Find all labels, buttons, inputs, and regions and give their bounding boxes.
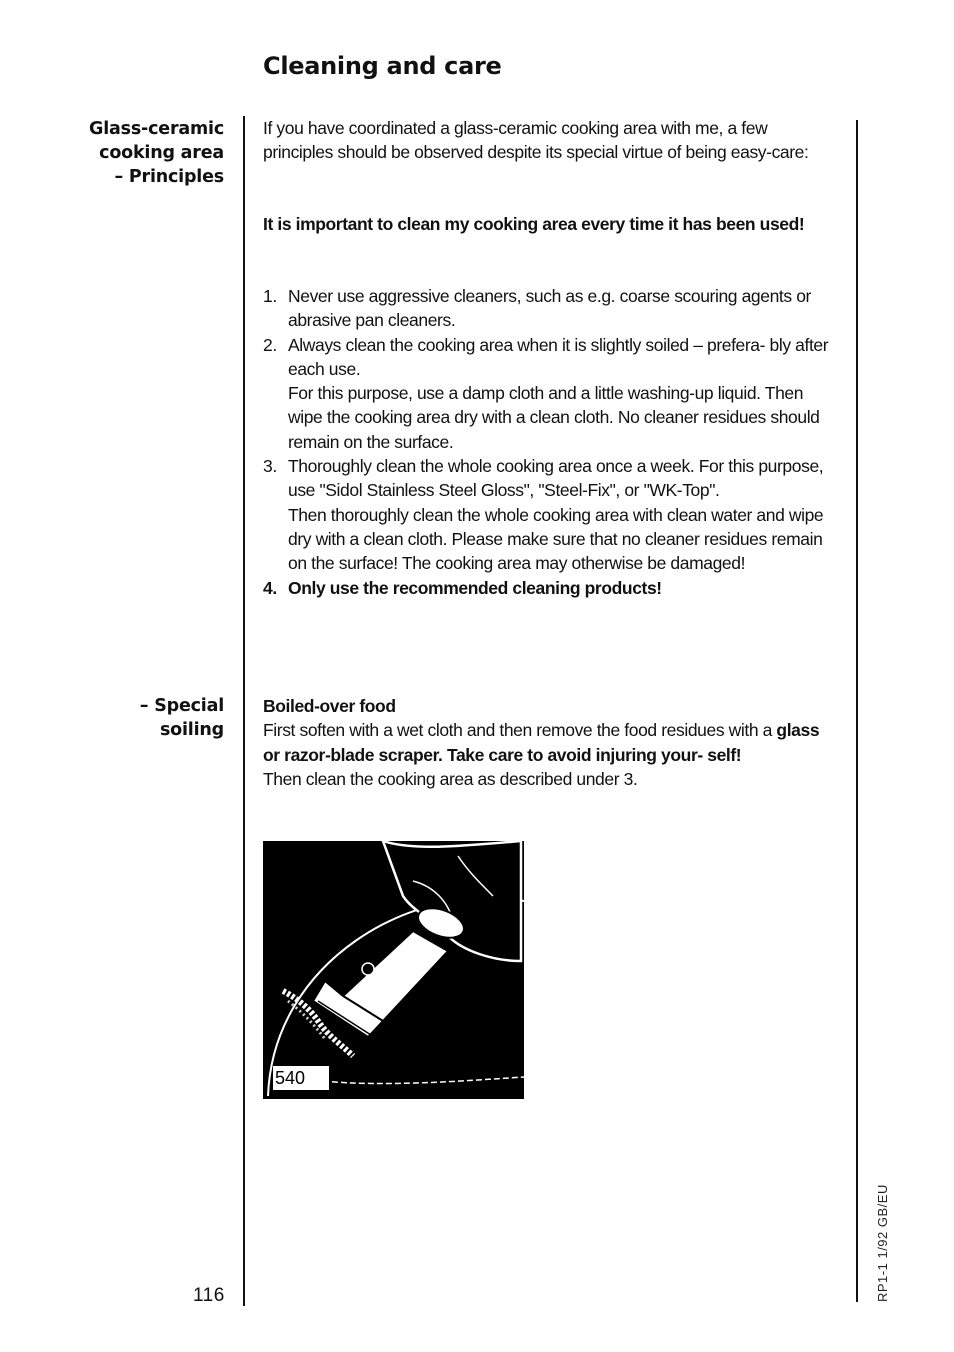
figure-label: 540 <box>273 1066 329 1090</box>
special-text: First soften with a wet cloth and then remove the food residues with a <box>263 720 772 741</box>
principles-list <box>263 284 837 600</box>
list-number: 3. <box>263 456 277 477</box>
special-warning: glass or razor-blade scraper. Take care to avoid injuring your- self! <box>263 720 820 765</box>
special-paragraph <box>263 718 837 767</box>
list-number: 2. <box>263 334 277 355</box>
sidebar-heading-line: soiling <box>159 720 224 740</box>
list-number: 1. <box>263 286 277 306</box>
special-soiling-section <box>263 694 837 791</box>
list-item <box>263 333 837 454</box>
subheading-boiled-over: Boiled-over food <box>263 696 396 716</box>
intro-paragraph: If you have coordinated a glass-ceramic cooking area with me, a few principles should be observed despite its special virtue of being easy-care: <box>263 118 809 163</box>
list-paragraph: Then thoroughly clean the whole cooking area with clean water and wipe dry with a clean cloth. Please make sure that no cleaner residues remain on the surface! The cooking area may otherwise be damaged! <box>288 504 824 574</box>
list-number: 4. <box>263 577 277 598</box>
important-notice: It is important to clean my cooking area every time it has been used! <box>263 214 805 234</box>
list-item <box>263 284 837 333</box>
list-paragraph: Always clean the cooking area when it is slightly soiled – prefera- bly after each use. <box>288 334 829 379</box>
special-followup: Then clean the cooking area as described under 3. <box>263 768 638 789</box>
sidebar-heading-line: Glass-ceramic <box>89 119 224 139</box>
document-code: RP1-1 1/92 GB/EU <box>875 1184 890 1302</box>
page-title: Cleaning and care <box>263 52 502 80</box>
sidebar-heading-line: cooking area <box>99 143 224 163</box>
list-paragraph: Thoroughly clean the whole cooking area once a week. For this purpose, use "Sidol Stainless Steel Gloss", "Steel-Fix", or "WK-Top". <box>288 456 824 501</box>
list-paragraph: Never use aggressive cleaners, such as e.g. coarse scouring agents or abrasive pan cleaners. <box>288 286 811 331</box>
scraper-drawing <box>263 841 524 1099</box>
page-number: 116 <box>193 1285 225 1306</box>
left-margin-rule <box>243 116 245 1306</box>
list-paragraph: For this purpose, use a damp cloth and a little washing-up liquid. Then wipe the cooking area dry with a clean cloth. No cleaner residues should remain on the surface. <box>288 383 820 452</box>
sidebar-heading-line: – Principles <box>114 167 224 187</box>
list-paragraph: Only use the recommended cleaning products! <box>288 577 662 598</box>
scraper-illustration <box>263 841 524 1099</box>
sidebar-heading-special-soiling <box>140 694 224 742</box>
sidebar-heading-line: – Special <box>139 696 224 716</box>
sidebar-heading-principles <box>89 117 224 189</box>
list-item <box>263 454 837 575</box>
right-margin-rule <box>856 120 858 1302</box>
list-item <box>263 576 837 600</box>
